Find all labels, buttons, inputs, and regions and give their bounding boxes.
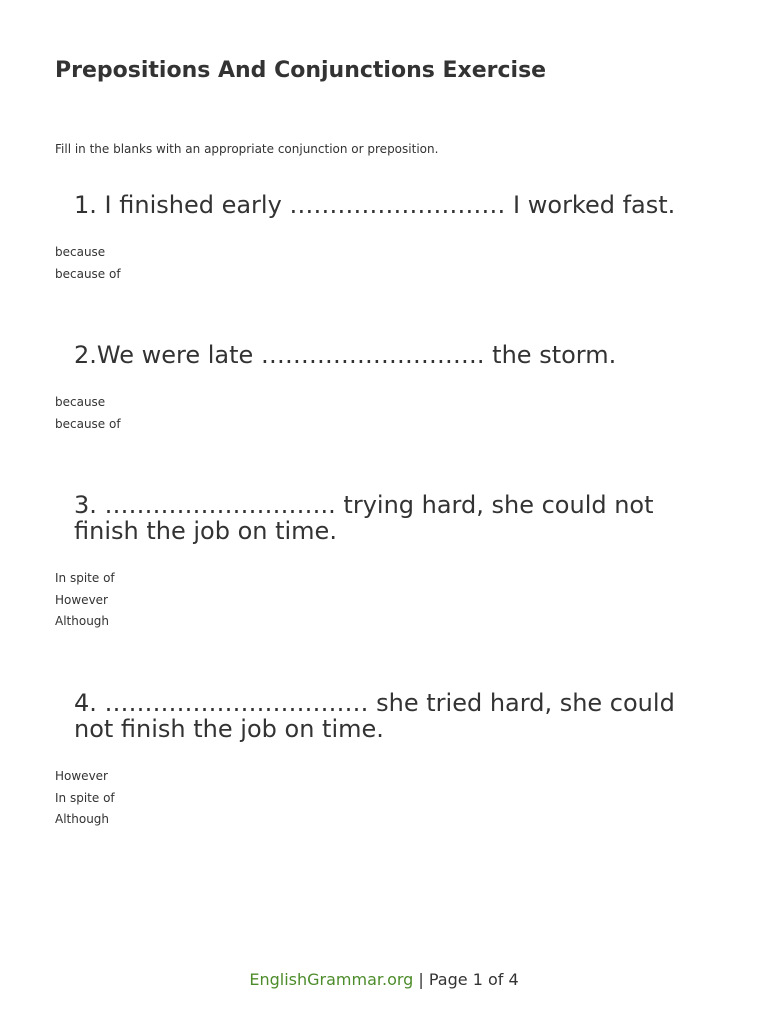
answer-options — [55, 766, 715, 831]
question-text: 1. I finished early ……………………… I worked fast. — [74, 191, 676, 219]
answer-options — [55, 242, 715, 285]
answer-options — [55, 568, 715, 633]
answer-option[interactable]: Although — [55, 812, 110, 827]
question-text: 2.We were late ………………………. the storm. — [74, 341, 617, 369]
instructions: Fill in the blanks with an appropriate conjunction or preposition. — [55, 142, 439, 156]
question-4 — [55, 690, 715, 831]
answer-option[interactable]: In spite of — [55, 790, 115, 805]
question-text: 4. …………………………… she tried hard, she could not finish the job on time. — [74, 689, 675, 743]
answer-option[interactable]: In spite of — [55, 571, 115, 585]
answer-option[interactable]: because — [55, 395, 106, 409]
question-3 — [55, 492, 715, 633]
answer-options — [55, 392, 715, 435]
answer-option[interactable]: because of — [55, 416, 121, 431]
question-2 — [55, 342, 715, 435]
question-1 — [55, 192, 715, 285]
answer-option[interactable]: However — [55, 592, 108, 607]
site-link[interactable]: EnglishGrammar.org — [249, 970, 414, 989]
footer-separator: | — [413, 970, 429, 989]
page-title: Prepositions And Conjunctions Exercise — [55, 58, 547, 83]
question-text: 3. ……………………….. trying hard, she could not finish the job on time. — [74, 491, 654, 545]
page-number: Page 1 of 4 — [428, 970, 519, 989]
answer-option[interactable]: because of — [55, 266, 121, 281]
page-footer — [0, 969, 768, 991]
answer-option[interactable]: because — [55, 245, 106, 259]
answer-option[interactable]: However — [55, 769, 108, 783]
answer-option[interactable]: Although — [55, 614, 110, 629]
